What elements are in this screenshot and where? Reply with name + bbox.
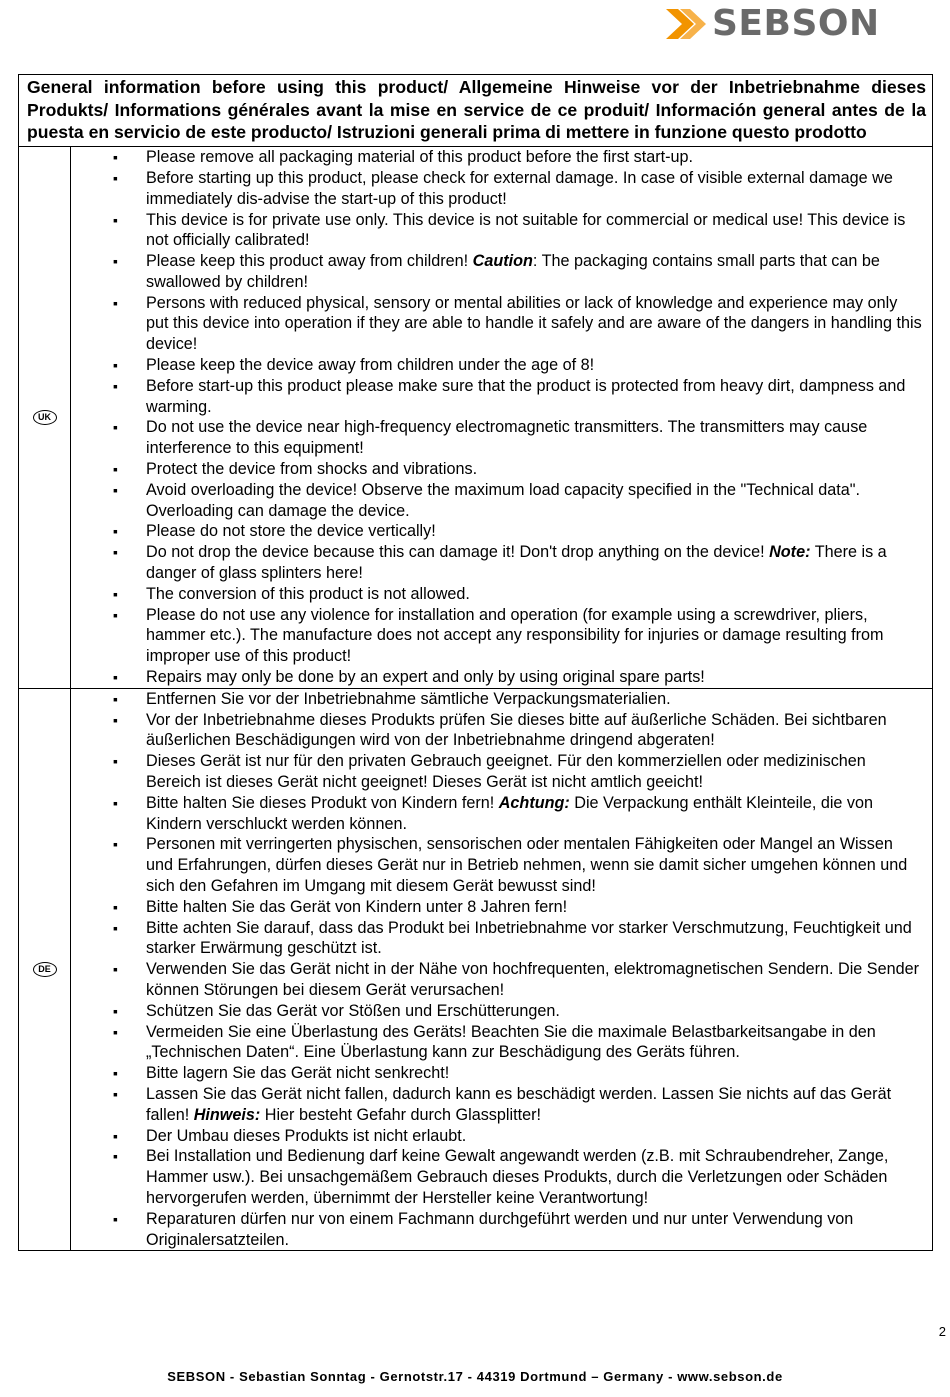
list-item: ▪ Personen mit verringerten physischen, sensorischen oder mentalen Fähigkeiten oder Mangel an Wissen und Erfahrungen, dürfen dieses Gerät nur in Betrieb nehmen, wenn sie damit sicher umgehen können und sich den Gefahren im Umgang mit diesem Gerät bewusst sind! — [71, 834, 924, 896]
list-item: ▪ Repairs may only be done by an expert and only by using original spare parts! — [71, 667, 924, 688]
logo-text: SEBSON — [712, 3, 880, 44]
list-item: ▪ This device is for private use only. This device is not suitable for commercial or medical use! This device is not officially calibrated! — [71, 210, 924, 252]
list-item: ▪ Bei Installation und Bedienung darf keine Gewalt angewandt werden (z.B. mit Schraubendreher, Zange, Hammer usw.). Bei unsachgemäßem Gebrauch dieses Produkts, durch die Verletzungen oder Schäden hervorgerufen werden, übernimmt der Hersteller keine Verantwortung! — [71, 1146, 924, 1208]
uk-flag-badge: UK — [33, 410, 57, 425]
section-uk — [19, 147, 932, 688]
uk-instruction-list — [71, 147, 924, 688]
list-item: ▪ Der Umbau dieses Produkts ist nicht erlaubt. — [71, 1126, 924, 1147]
de-instruction-list — [71, 689, 924, 1251]
list-item — [71, 793, 924, 835]
footer-address: SEBSON - Sebastian Sonntag - Gernotstr.17 - 44319 Dortmund – Germany - www.sebson.de — [167, 1369, 783, 1384]
list-item — [71, 251, 924, 293]
list-item: ▪ Do not use the device near high-frequency electromagnetic transmitters. The transmitters may cause interference to this equipment! — [71, 417, 924, 459]
de-flag-badge: DE — [33, 962, 57, 977]
double-chevron-logo-icon — [664, 5, 708, 43]
page-number: 2 — [938, 1324, 946, 1339]
list-item — [71, 542, 924, 584]
item-text: Die Verpackung enthält Kleinteile, die von Kindern verschluckt werden können. — [146, 793, 874, 833]
list-item: ▪ Please do not use any violence for installation and operation (for example using a screwdriver, pliers, hammer etc.). The manufacture does not accept any responsibility for injuries or damage resulting from improper use of this product! — [71, 605, 924, 667]
emphasis-text: Caution — [472, 252, 533, 271]
flag-cell — [19, 689, 71, 1251]
item-text: Do not drop the device because this can damage it! Don't drop anything on the device! — [146, 543, 770, 562]
list-item: ▪ Vermeiden Sie eine Überlastung des Geräts! Beachten Sie die maximale Belastbarkeitsangabe in den „Technischen Daten“. Eine Überlastung kann zur Beschädigung des Geräts führen. — [71, 1022, 924, 1064]
list-item — [71, 1084, 924, 1126]
item-text: Lassen Sie das Gerät nicht fallen, dadurch kann es beschädigt werden. Lassen Sie nichts auf das Gerät fallen! — [146, 1084, 892, 1124]
item-text: Hier besteht Gefahr durch Glassplitter! — [260, 1105, 541, 1124]
list-item: ▪ Schützen Sie das Gerät vor Stößen und Erschütterungen. — [71, 1001, 924, 1022]
list-item: ▪ Bitte halten Sie das Gerät von Kindern unter 8 Jahren fern! — [71, 897, 924, 918]
flag-cell — [19, 147, 71, 688]
list-item: ▪ Avoid overloading the device! Observe the maximum load capacity specified in the "Technical data". Overloading can damage the device. — [71, 480, 924, 522]
list-item: ▪ Please remove all packaging material of this product before the first start-up. — [71, 147, 924, 168]
section-de — [19, 688, 932, 1251]
table-header: General information before using this product/ Allgemeine Hinweise vor der Inbetriebnahme dieses Produkts/ Informations générales avant la mise en service de ce produit/ Información general antes de la puesta en servicio de este producto/ Istruzioni generali prima di mettere in funzione questo prodotto — [19, 75, 932, 147]
list-item: ▪ Please do not store the device vertically! — [71, 521, 924, 542]
list-item: ▪ Reparaturen dürfen nur von einem Fachmann durchgeführt werden und nur unter Verwendung von Originalersatzteilen. — [71, 1209, 924, 1251]
list-item: ▪ Persons with reduced physical, sensory or mental abilities or lack of knowledge and experience may only put this device into operation if they are able to handle it safely and are aware of the dangers in handling this device! — [71, 293, 924, 355]
item-text: There is a danger of glass splinters here! — [146, 543, 887, 583]
list-item: ▪ Before start-up this product please make sure that the product is protected from heavy dirt, dampness and warming. — [71, 376, 924, 418]
item-text: Bitte halten Sie dieses Produkt von Kindern fern! — [146, 793, 499, 812]
list-item: ▪ Bitte achten Sie darauf, dass das Produkt bei Inbetriebnahme vor starker Verschmutzung, Feuchtigkeit und starker Erwärmung geschützt ist. — [71, 918, 924, 960]
list-item: ▪ Dieses Gerät ist nur für den privaten Gebrauch geeignet. Für den kommerziellen oder medizinischen Bereich ist dieses Gerät nicht geeignet! Dieses Gerät ist nicht amtlich geeicht! — [71, 751, 924, 793]
list-item: ▪ Bitte lagern Sie das Gerät nicht senkrecht! — [71, 1063, 924, 1084]
list-item: ▪ The conversion of this product is not allowed. — [71, 584, 924, 605]
list-item: ▪ Verwenden Sie das Gerät nicht in der Nähe von hochfrequenten, elektromagnetischen Sendern. Die Sender können Störungen bei diesem Gerät verursachen! — [71, 959, 924, 1001]
emphasis-text: Hinweis: — [193, 1105, 261, 1124]
sebson-logo — [664, 4, 880, 44]
list-item: ▪ Protect the device from shocks and vibrations. — [71, 459, 924, 480]
list-item: ▪ Please keep the device away from children under the age of 8! — [71, 355, 924, 376]
list-item: ▪ Entfernen Sie vor der Inbetriebnahme sämtliche Verpackungsmaterialien. — [71, 689, 924, 710]
safety-table — [18, 74, 933, 1251]
list-item: ▪ Vor der Inbetriebnahme dieses Produkts prüfen Sie dieses bitte auf äußerliche Schäden. Bei sichtbaren äußerlichen Beschädigungen wird von der Inbetriebnahme dringend abgeraten! — [71, 710, 924, 752]
item-text: Please keep this product away from children! — [146, 252, 473, 271]
emphasis-text: Note: — [769, 543, 811, 562]
item-text: : The packaging contains small parts that can be swallowed by children! — [146, 252, 880, 291]
list-item: ▪ Before starting up this product, please check for external damage. In case of visible external damage we immediately dis-advise the start-up of this product! — [71, 168, 924, 210]
emphasis-text: Achtung: — [498, 793, 570, 812]
